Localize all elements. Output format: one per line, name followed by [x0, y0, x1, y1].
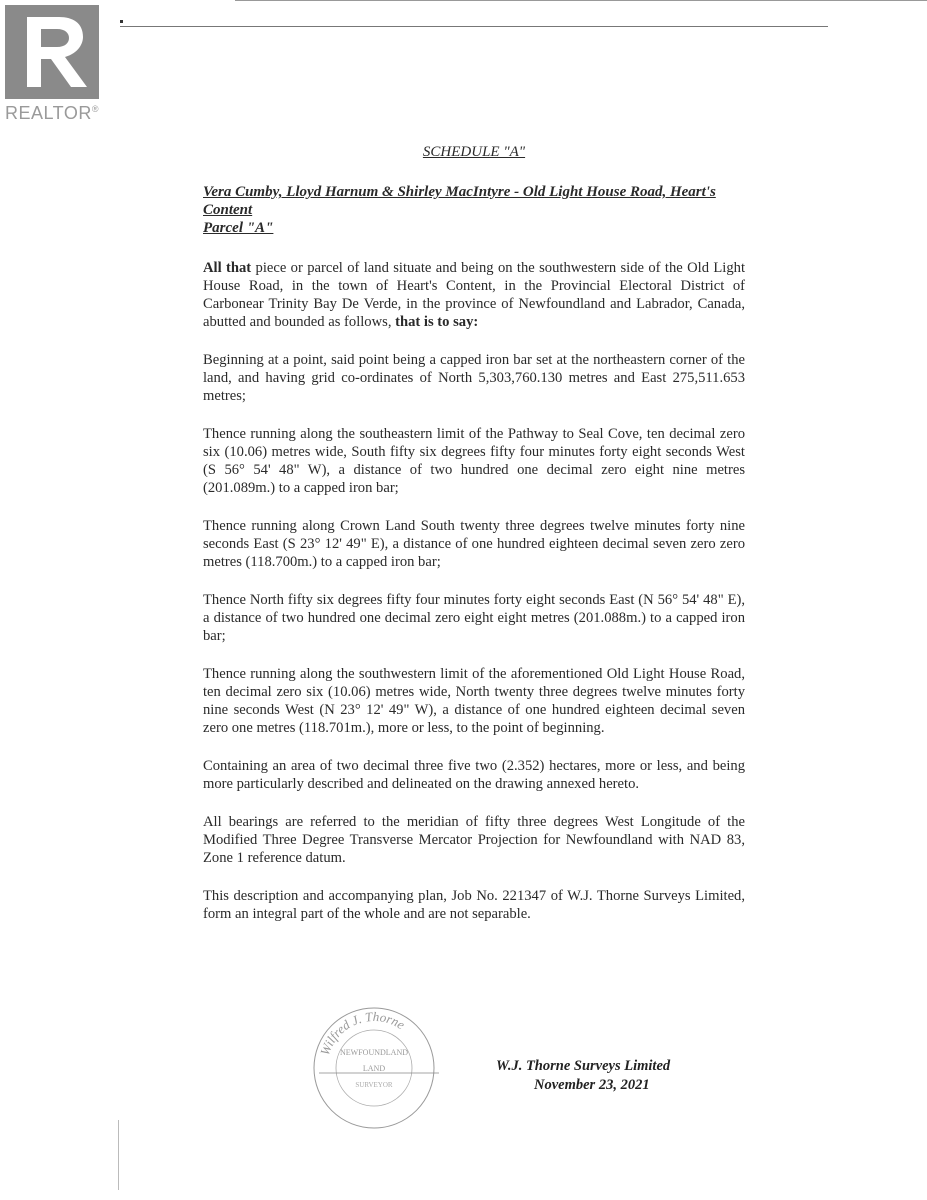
scan-speck: [120, 20, 123, 23]
paragraph-course-4: Thence running along the southwestern limit of the aforementioned Old Light House Road, ten decimal zero six (10.06) metres wide, North twenty three degrees twelve minutes forty nine seconds West (N 23° 12' 49" W), a distance of one hundred eighteen decimal seven zero one metres (118.701m.), more or less, to the point of beginning.: [203, 666, 745, 736]
realtor-logo[interactable]: [5, 5, 105, 124]
scan-edge-line: [235, 0, 927, 1]
parcel-label: Parcel "A": [203, 220, 274, 236]
seal-province: NEWFOUNDLAND: [340, 1048, 408, 1057]
paragraph-area: Containing an area of two decimal three five two (2.352) hectares, more or less, and being more particularly described and delineated on the drawing annexed hereto.: [203, 758, 745, 792]
realtor-r-icon: [5, 5, 99, 99]
heading-line-1: Vera Cumby, Lloyd Harnum & Shirley MacIntyre - Old Light House Road, Heart's: [203, 184, 716, 200]
paragraph-bearings: All bearings are referred to the meridian of fifty three degrees West Longitude of the Modified Three Degree Transverse Mercator Projection for Newfoundland with NAD 83, Zone 1 reference datum.: [203, 814, 745, 866]
scan-edge-line: [118, 1120, 119, 1190]
document-heading: [203, 183, 745, 237]
surveyor-seal: [309, 1003, 439, 1133]
heading-line-2: Content: [203, 202, 253, 218]
paragraph-course-1: Thence running along the southeastern limit of the Pathway to Seal Cove, ten decimal zero six (10.06) metres wide, South fifty six degrees fifty four minutes forty eight seconds West (S 56° 54' 48" W), a distance of two hundred one decimal zero eight nine metres (201.089m.) to a capped iron bar;: [203, 426, 745, 496]
seal-land: LAND: [362, 1064, 386, 1073]
signature-company: W.J. Thorne Surveys Limited: [496, 1058, 671, 1074]
seal-surveyor: SURVEYOR: [355, 1081, 393, 1089]
paragraph-course-3: Thence North fifty six degrees fifty four minutes forty eight seconds East (N 56° 54' 48" E), a distance of two hundred one decimal zero eight eight metres (201.088m.) to a capped iron bar;: [203, 592, 745, 644]
header-rule: [120, 26, 828, 27]
signature-block: [496, 1057, 670, 1095]
realtor-wordmark: REALTOR®: [5, 103, 99, 123]
paragraph-integral: This description and accompanying plan, Job No. 221347 of W.J. Thorne Surveys Limited, form an integral part of the whole and are not separable.: [203, 888, 745, 922]
schedule-document: [203, 143, 745, 943]
paragraph-course-2: Thence running along Crown Land South twenty three degrees twelve minutes forty nine seconds East (S 23° 12' 49" E), a distance of one hundred eighteen decimal seven zero zero metres (118.700m.) to a capped iron bar;: [203, 518, 745, 570]
seal-name: Wilfred J. Thorne: [316, 1008, 408, 1058]
signature-date: November 23, 2021: [534, 1077, 650, 1093]
paragraph-beginning: Beginning at a point, said point being a capped iron bar set at the northeastern corner of the land, and having grid co-ordinates of North 5,303,760.130 metres and East 275,511.653 metres;: [203, 352, 745, 404]
paragraph-intro: All that piece or parcel of land situate and being on the southwestern side of the Old Light House Road, in the town of Heart's Content, in the Provincial Electoral District of Carbonear Trinity Bay De Verde, in the province of Newfoundland and Labrador, Canada, abutted and bounded as follows, that is to say:: [203, 260, 745, 330]
schedule-title: SCHEDULE "A": [422, 144, 526, 160]
